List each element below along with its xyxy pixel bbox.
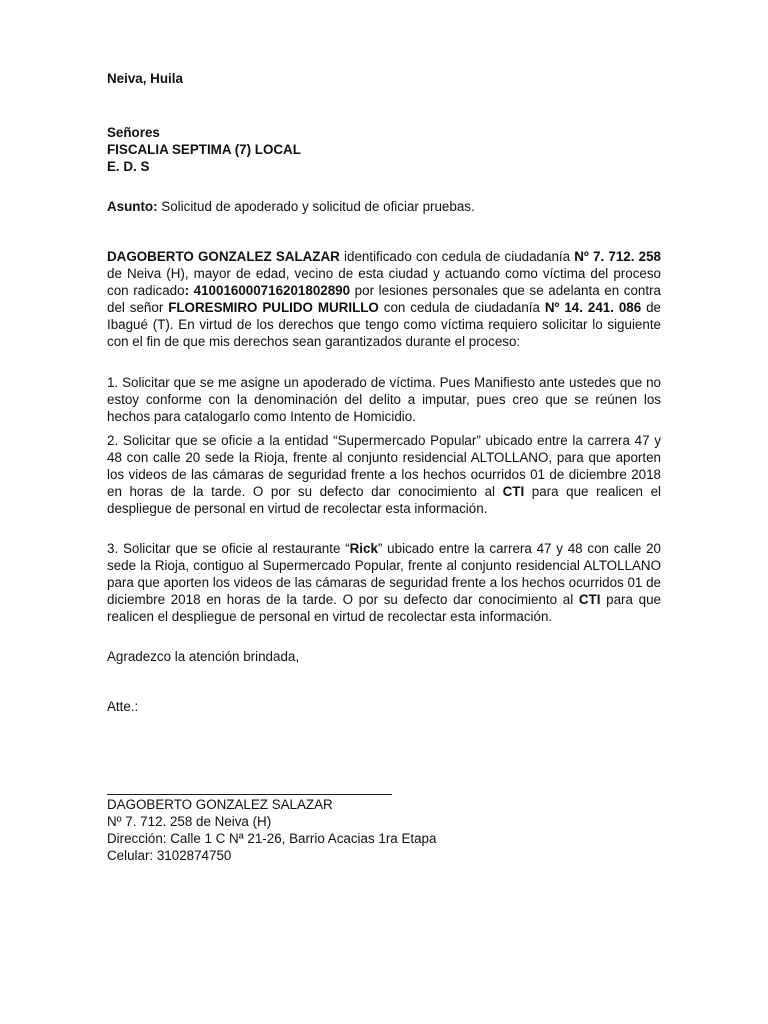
subject-label: Asunto:	[107, 199, 158, 214]
request-item-2-cti: CTI	[502, 484, 525, 499]
closing-line: Atte.:	[107, 699, 139, 714]
case-number: : 410016000716201802890	[184, 283, 351, 298]
signature-address: Dirección: Calle 1 C Nª 21-26, Barrio Acacias 1ra Etapa	[107, 831, 437, 846]
intro-text-1: identificado con cedula de ciudadanía	[339, 249, 575, 264]
intro-text-3: por lesiones personales que se adelanta en contra del señor	[107, 283, 661, 315]
subject-text: Solicitud de apoderado y solicitud de oficiar pruebas.	[157, 199, 475, 214]
request-item-3-text-1: 3. Solicitar que se oficie al restaurante “	[107, 541, 350, 556]
accused-name: FLORESMIRO PULIDO MURILLO	[168, 300, 379, 315]
intro-text-4: con cedula de ciudadanía	[378, 300, 545, 315]
recipient-block	[107, 124, 661, 175]
recipient-eds: E. D. S	[107, 159, 150, 174]
complainant-id: Nº 7. 712. 258	[574, 249, 662, 264]
location-line: Neiva, Huila	[107, 71, 183, 86]
request-item-2-text-2: para que realicen el despliegue de personal en virtud de recolectar esta información.	[107, 484, 662, 516]
request-item-2-text-1: 2. Solicitar que se oficie a la entidad “Supermercado Popular” ubicado entre la carrera 47 y 48 con calle 20 sede la Rioja, frente al conjunto residencial ALTOLLANO, para que aporten los videos de las cámaras de seguridad frente a los hechos ocurridos 01 de diciembre 2018 en horas de la tarde. O por su defecto dar conocimiento al	[107, 433, 661, 499]
intro-text-5: de Ibagué (T). En virtud de los derechos que tengo como víctima requiero solicitar lo siguiente con el fin de que mis derechos sean garantizados durante el proceso:	[107, 300, 661, 349]
request-item-3-rick: Rick	[349, 541, 378, 556]
signature-id: Nº 7. 712. 258 de Neiva (H)	[107, 814, 272, 829]
request-item-3-cti: CTI	[578, 592, 601, 607]
request-item-2	[107, 432, 661, 517]
intro-paragraph	[107, 248, 661, 350]
request-item-1: 1. Solicitar que se me asigne un apoderado de víctima. Pues Manifiesto ante ustedes que no estoy conforme con la denominación del delito a imputar, pues creo que se reúnen los hechos para catalogarlo como Intento de Homicidio.	[107, 375, 661, 424]
signature-name: DAGOBERTO GONZALEZ SALAZAR	[107, 797, 333, 812]
request-item-3	[107, 540, 661, 625]
request-item-3-text-3: para que realicen el despliegue de personal en virtud de recolectar esta información.	[107, 592, 661, 624]
recipient-salutation: Señores	[107, 125, 160, 140]
request-item-3-text-2: ” ubicado entre la carrera 47 y 48 con calle 20 sede la Rioja, contiguo al Supermercado Popular, frente al conjunto residencial ALTOLLANO para que aporten los videos de las cámaras de seguridad frente a los hechos ocurridos 01 de diciembre 2018 en horas de la tarde. O por su defecto dar conocimiento al	[107, 541, 661, 607]
intro-text-2: de Neiva (H), mayor de edad, vecino de esta ciudad y actuando como víctima del proceso con radicado	[107, 266, 661, 298]
recipient-office: FISCALIA SEPTIMA (7) LOCAL	[107, 142, 301, 157]
complainant-name: DAGOBERTO GONZALEZ SALAZAR	[107, 249, 340, 264]
signature-phone: Celular: 3102874750	[107, 848, 232, 863]
subject-line	[107, 198, 661, 215]
accused-id: Nº 14. 241. 086	[544, 300, 642, 315]
thanks-line: Agradezco la atención brindada,	[107, 649, 300, 664]
signature-line	[107, 794, 392, 795]
signature-block	[107, 796, 661, 864]
